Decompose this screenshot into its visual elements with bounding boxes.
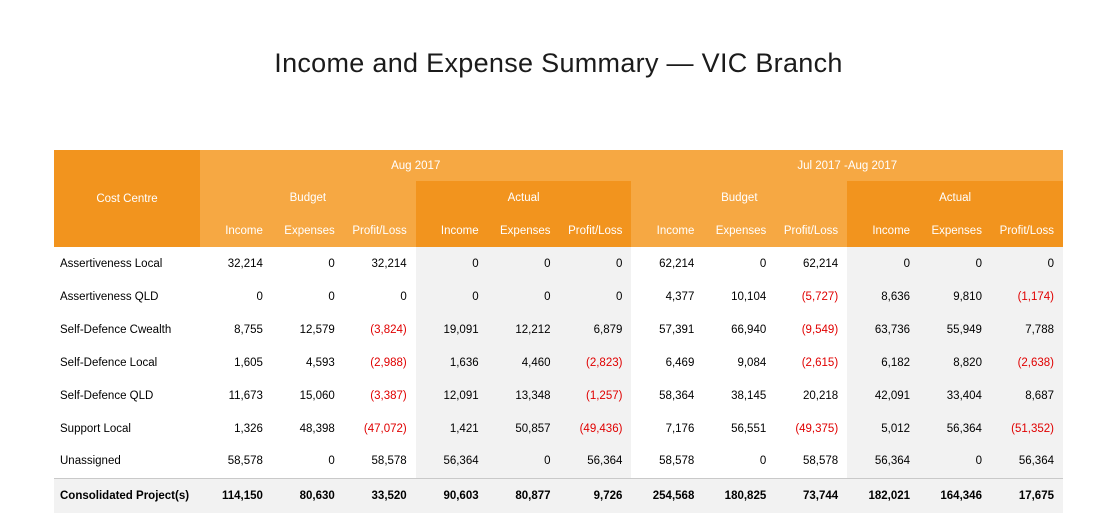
column-header-profit-loss: Profit/Loss [560, 215, 632, 247]
table-body [54, 247, 1063, 513]
value-cell: 114,150 [200, 478, 272, 513]
value-cell: 58,364 [631, 379, 703, 412]
value-cell: 0 [488, 445, 560, 478]
cost-centre-header: Cost Centre [54, 150, 200, 247]
value-cell: (2,823) [560, 346, 632, 379]
table-row [54, 247, 1063, 280]
cost-centre-cell: Self-Defence QLD [54, 379, 200, 412]
value-cell: 80,877 [488, 478, 560, 513]
value-cell: 42,091 [847, 379, 919, 412]
period-header-aug-2017: Aug 2017 [200, 150, 631, 181]
value-cell: 33,404 [919, 379, 991, 412]
value-cell: 15,060 [272, 379, 344, 412]
value-cell: (2,988) [344, 346, 416, 379]
column-header-expenses: Expenses [919, 215, 991, 247]
budget-group-header-jul-aug: Budget [631, 181, 847, 215]
value-cell: 62,214 [631, 247, 703, 280]
value-cell: (51,352) [991, 412, 1063, 445]
period-header-row [54, 150, 1063, 181]
table-row [54, 379, 1063, 412]
total-row [54, 478, 1063, 513]
value-cell: 0 [416, 247, 488, 280]
value-cell: 56,364 [847, 445, 919, 478]
cost-centre-cell: Unassigned [54, 445, 200, 478]
column-header-expenses: Expenses [272, 215, 344, 247]
value-cell: 56,364 [560, 445, 632, 478]
value-cell: 32,214 [344, 247, 416, 280]
actual-group-header-jul-aug: Actual [847, 181, 1063, 215]
value-cell: (1,257) [560, 379, 632, 412]
cost-centre-cell: Self-Defence Cwealth [54, 313, 200, 346]
value-cell: 6,469 [631, 346, 703, 379]
value-cell: 58,578 [200, 445, 272, 478]
value-cell: 73,744 [775, 478, 847, 513]
value-cell: 19,091 [416, 313, 488, 346]
value-cell: 8,755 [200, 313, 272, 346]
period-header-jul-aug-2017: Jul 2017 -Aug 2017 [631, 150, 1063, 181]
income-expense-table [54, 150, 1063, 513]
value-cell: 50,857 [488, 412, 560, 445]
value-cell: 0 [847, 247, 919, 280]
column-header-profit-loss: Profit/Loss [775, 215, 847, 247]
value-cell: 5,012 [847, 412, 919, 445]
value-cell: 38,145 [703, 379, 775, 412]
value-cell: 7,176 [631, 412, 703, 445]
value-cell: 13,348 [488, 379, 560, 412]
column-header-expenses: Expenses [703, 215, 775, 247]
budget-group-header-aug: Budget [200, 181, 416, 215]
value-cell: (5,727) [775, 280, 847, 313]
value-cell: 12,212 [488, 313, 560, 346]
value-cell: 164,346 [919, 478, 991, 513]
value-cell: 56,364 [919, 412, 991, 445]
cost-centre-cell: Consolidated Project(s) [54, 478, 200, 513]
value-cell: 0 [200, 280, 272, 313]
value-cell: 9,726 [560, 478, 632, 513]
column-header-income: Income [631, 215, 703, 247]
value-cell: 58,578 [344, 445, 416, 478]
value-cell: (49,375) [775, 412, 847, 445]
value-cell: 48,398 [272, 412, 344, 445]
column-header-income: Income [200, 215, 272, 247]
value-cell: 1,605 [200, 346, 272, 379]
value-cell: 33,520 [344, 478, 416, 513]
value-cell: 55,949 [919, 313, 991, 346]
value-cell: 62,214 [775, 247, 847, 280]
value-cell: 0 [272, 445, 344, 478]
value-cell: 1,636 [416, 346, 488, 379]
actual-group-header-aug: Actual [416, 181, 632, 215]
cost-centre-cell: Support Local [54, 412, 200, 445]
value-cell: 6,879 [560, 313, 632, 346]
value-cell: (3,387) [344, 379, 416, 412]
value-cell: 8,636 [847, 280, 919, 313]
value-cell: 1,421 [416, 412, 488, 445]
value-cell: 0 [919, 445, 991, 478]
cost-centre-cell: Assertiveness QLD [54, 280, 200, 313]
column-header-income: Income [847, 215, 919, 247]
value-cell: 10,104 [703, 280, 775, 313]
value-cell: 4,377 [631, 280, 703, 313]
value-cell: 56,364 [416, 445, 488, 478]
value-cell: 57,391 [631, 313, 703, 346]
value-cell: 20,218 [775, 379, 847, 412]
value-cell: 8,820 [919, 346, 991, 379]
page-title: Income and Expense Summary — VIC Branch [274, 48, 843, 78]
value-cell: 90,603 [416, 478, 488, 513]
value-cell: 58,578 [775, 445, 847, 478]
table-row [54, 445, 1063, 478]
value-cell: 182,021 [847, 478, 919, 513]
cost-centre-cell: Assertiveness Local [54, 247, 200, 280]
value-cell: 80,630 [272, 478, 344, 513]
cost-centre-cell: Self-Defence Local [54, 346, 200, 379]
value-cell: 1,326 [200, 412, 272, 445]
value-cell: 9,084 [703, 346, 775, 379]
metric-header-row [54, 215, 1063, 247]
measure-header-row [54, 181, 1063, 215]
value-cell: 254,568 [631, 478, 703, 513]
value-cell: (2,638) [991, 346, 1063, 379]
value-cell: (2,615) [775, 346, 847, 379]
value-cell: 56,364 [991, 445, 1063, 478]
value-cell: 0 [919, 247, 991, 280]
value-cell: 0 [344, 280, 416, 313]
value-cell: 9,810 [919, 280, 991, 313]
value-cell: 66,940 [703, 313, 775, 346]
value-cell: 180,825 [703, 478, 775, 513]
value-cell: 0 [488, 280, 560, 313]
table-row [54, 346, 1063, 379]
column-header-profit-loss: Profit/Loss [991, 215, 1063, 247]
value-cell: 0 [560, 247, 632, 280]
value-cell: 0 [991, 247, 1063, 280]
value-cell: 0 [703, 247, 775, 280]
value-cell: 4,593 [272, 346, 344, 379]
value-cell: (47,072) [344, 412, 416, 445]
table-row [54, 412, 1063, 445]
value-cell: 8,687 [991, 379, 1063, 412]
value-cell: (1,174) [991, 280, 1063, 313]
value-cell: 0 [488, 247, 560, 280]
value-cell: 0 [703, 445, 775, 478]
value-cell: 0 [272, 280, 344, 313]
value-cell: 7,788 [991, 313, 1063, 346]
column-header-income: Income [416, 215, 488, 247]
value-cell: (49,436) [560, 412, 632, 445]
table-row [54, 313, 1063, 346]
value-cell: (3,824) [344, 313, 416, 346]
value-cell: 6,182 [847, 346, 919, 379]
value-cell: 12,091 [416, 379, 488, 412]
value-cell: 32,214 [200, 247, 272, 280]
value-cell: 58,578 [631, 445, 703, 478]
table-row [54, 280, 1063, 313]
value-cell: (9,549) [775, 313, 847, 346]
value-cell: 0 [272, 247, 344, 280]
value-cell: 56,551 [703, 412, 775, 445]
value-cell: 63,736 [847, 313, 919, 346]
value-cell: 17,675 [991, 478, 1063, 513]
column-header-profit-loss: Profit/Loss [344, 215, 416, 247]
value-cell: 0 [416, 280, 488, 313]
column-header-expenses: Expenses [488, 215, 560, 247]
value-cell: 0 [560, 280, 632, 313]
value-cell: 11,673 [200, 379, 272, 412]
table-header [54, 150, 1063, 247]
value-cell: 12,579 [272, 313, 344, 346]
value-cell: 4,460 [488, 346, 560, 379]
